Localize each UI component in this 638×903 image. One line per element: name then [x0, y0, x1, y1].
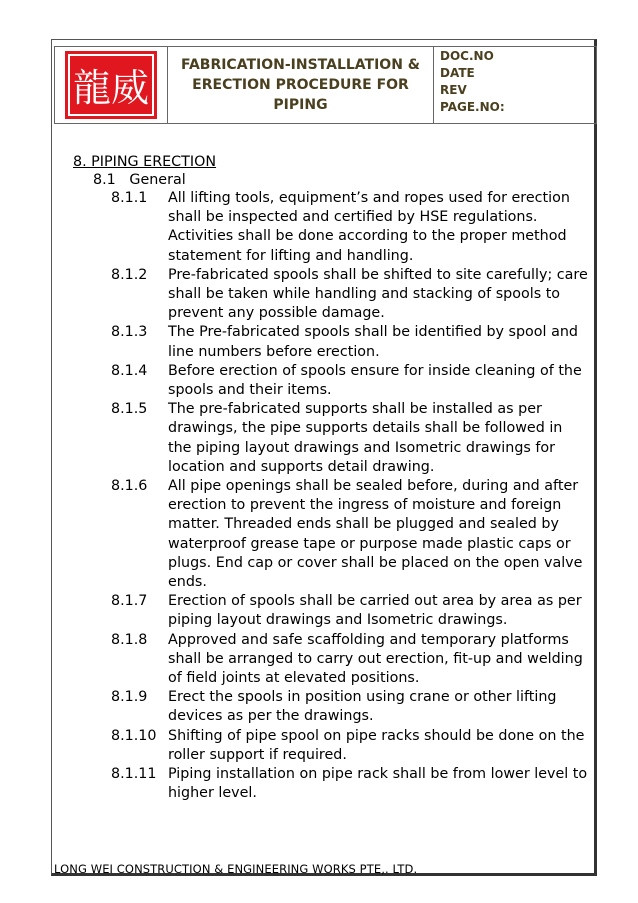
- document-body: [73, 153, 593, 804]
- company-logo: [65, 51, 157, 119]
- list-item: [73, 477, 593, 592]
- list-item: [73, 765, 593, 803]
- item-number: 8.1.3: [111, 324, 148, 341]
- logo-glyphs: 龍威: [72, 66, 150, 110]
- list-item: [73, 323, 593, 361]
- list-item: [73, 362, 593, 400]
- doc-no-label: DOC.NO: [440, 49, 494, 63]
- item-text: All pipe openings shall be sealed before, during and after erection to prevent the ingress of moisture and foreign matter. Threaded ends shall be plugged and sealed by waterproof grease tape or purpose made plastic caps or plugs. End cap or cover shall be placed on the open valve ends.: [168, 478, 583, 591]
- item-number: 8.1.2: [111, 266, 148, 283]
- item-text: The Pre-fabricated spools shall be identified by spool and line numbers before erection.: [168, 324, 578, 360]
- item-text: Shifting of pipe spool on pipe racks should be done on the roller support if required.: [168, 727, 585, 763]
- item-text: Before erection of spools ensure for inside cleaning of the spools and their items.: [168, 362, 582, 399]
- item-text: Pre-fabricated spools shall be shifted to site carefully; care shall be taken while handling and stacking of spools to prevent any possible damage.: [168, 266, 588, 322]
- item-text: Erect the spools in position using crane or other lifting devices as per the drawings.: [168, 689, 557, 725]
- date-label: DATE: [440, 66, 475, 80]
- item-number: 8.1.10: [111, 727, 157, 744]
- list-item: [73, 400, 593, 477]
- item-number: 8.1.8: [111, 631, 148, 648]
- item-list: [73, 189, 593, 804]
- list-item: [73, 189, 593, 266]
- item-number: 8.1.1: [111, 190, 148, 206]
- list-item: [73, 631, 593, 689]
- item-number: 8.1.6: [111, 478, 148, 495]
- list-item: [73, 727, 593, 765]
- list-item: [73, 592, 593, 630]
- item-text: All lifting tools, equipment’s and ropes used for erection shall be inspected and certified by HSE regulations. Activities shall be done according to the proper method statement for lifting and handling.: [168, 190, 570, 264]
- footer-company: LONG WEI CONSTRUCTION & ENGINEERING WORKS PTE,. LTD.: [54, 862, 418, 876]
- item-number: 8.1.11: [111, 766, 157, 783]
- item-text: Approved and safe scaffolding and temporary platforms shall be arranged to carry out erection, fit-up and welding of field joints at elevated positions.: [168, 631, 583, 687]
- document-title: FABRICATION-INSTALLATION & ERECTION PROCEDURE FOR PIPING: [168, 47, 434, 123]
- rev-label: REV: [440, 83, 467, 97]
- section-title: 8. PIPING ERECTION: [73, 154, 217, 170]
- document-header: [54, 46, 597, 124]
- subsection-title: 8.1 General: [93, 172, 186, 188]
- item-number: 8.1.5: [111, 401, 148, 418]
- item-number: 8.1.4: [111, 362, 148, 379]
- list-item: [73, 688, 593, 726]
- item-text: The pre-fabricated supports shall be installed as per drawings, the pipe supports details shall be followed in the piping layout drawings and Isometric drawings for location and supports detail drawing.: [168, 401, 563, 475]
- page-no-label: PAGE.NO:: [440, 100, 505, 114]
- item-text: Erection of spools shall be carried out area by area as per piping layout drawings and Isometric drawings.: [168, 593, 582, 629]
- logo-cell: [55, 47, 168, 123]
- item-text: Piping installation on pipe rack shall be from lower level to higher level.: [168, 766, 588, 802]
- item-number: 8.1.7: [111, 593, 148, 610]
- document-meta: [434, 47, 596, 123]
- list-item: [73, 266, 593, 324]
- item-number: 8.1.9: [111, 689, 148, 706]
